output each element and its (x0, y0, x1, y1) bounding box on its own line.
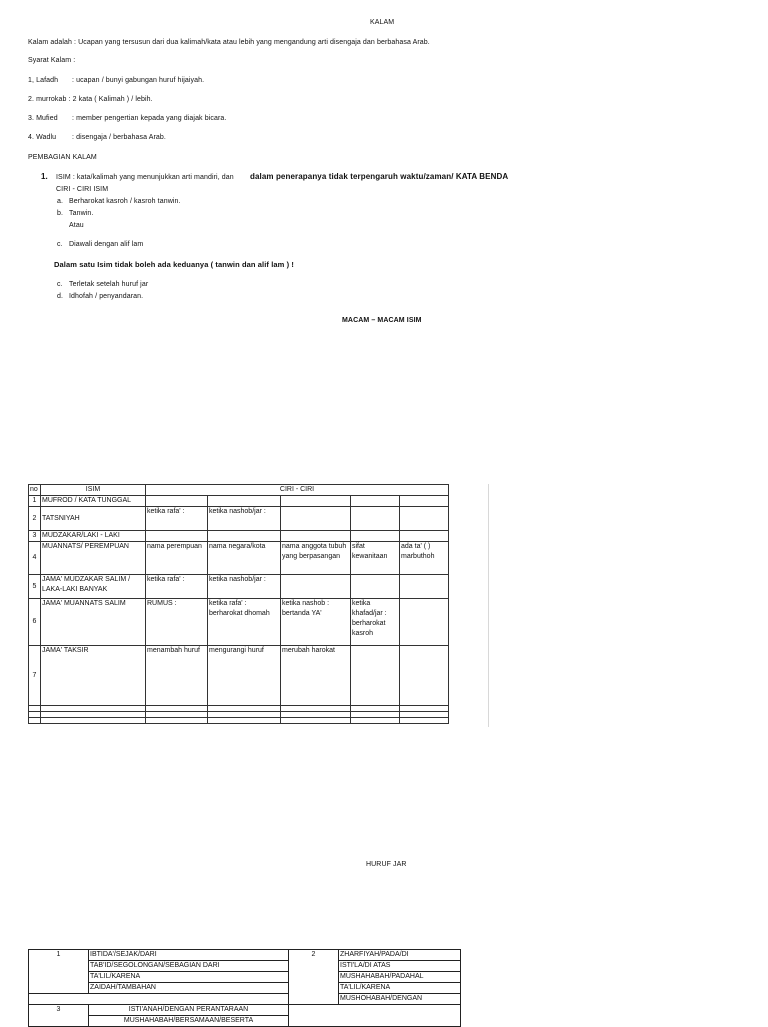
macam-isim-title: MACAM – MACAM ISIM (342, 317, 422, 324)
isim-definition: ISIM : kata/kalimah yang menunjukkan arti mandiri, dan (56, 174, 234, 181)
row-ciri-2: nama negara/kota (208, 542, 281, 575)
row-ciri-5 (400, 531, 449, 542)
row-ciri-5 (400, 507, 449, 531)
row-no: 2 (29, 507, 41, 531)
row-ciri-1 (146, 496, 208, 507)
row-ciri-5: ada ta' ( ) marbuthoh (400, 542, 449, 575)
row-isim: MUDZAKAR/LAKI - LAKI (41, 531, 146, 542)
ciri-b-letter: b. (57, 210, 64, 217)
row-ciri-2: mengurangi huruf (208, 646, 281, 706)
row-ciri-3: nama anggota tubuh yang berpasangan (281, 542, 351, 575)
row-no: 3 (29, 531, 41, 542)
row-ciri-1: ketika rafa' : (146, 575, 208, 599)
ciri-c2-text: Terletak setelah huruf jar (69, 281, 149, 288)
table-row (29, 950, 461, 961)
row-ciri-5 (400, 599, 449, 646)
row-ciri-3 (281, 575, 351, 599)
jar-bottom-item: ISTI'ANAH/DENGAN PERANTARAAN (89, 1005, 289, 1016)
jar-number-3: 3 (29, 1005, 89, 1027)
jar-left-item: IBTIDA'/SEJAK/DARI (89, 950, 289, 961)
row-ciri-3 (281, 507, 351, 531)
row-ciri-4: ketika khafad/jar : berharokat kasroh (351, 599, 400, 646)
row-isim: MUANNATS/ PEREMPUAN (41, 542, 146, 575)
jar-right-item: ZHARFIYAH/PADA/DI (339, 950, 461, 961)
table-row (29, 961, 461, 972)
table-row (29, 646, 449, 706)
jar-left-item: TA'LIL/KARENA (89, 972, 289, 983)
row-ciri-4: sifat kewanitaan (351, 542, 400, 575)
row-no: 1 (29, 496, 41, 507)
row-no: 6 (29, 599, 41, 646)
kalam-definition: Kalam adalah : Ucapan yang tersusun dari dua kalimah/kata atau lebih yang mengandung arti disengaja dan berbahasa Arab. (28, 39, 430, 46)
syarat-item-2-label: 2. murrokab : 2 kata ( Kalimah ) / lebih. (28, 96, 153, 103)
row-no: 5 (29, 575, 41, 599)
pembagian-heading: PEMBAGIAN KALAM (28, 154, 97, 161)
jar-right-item: ISTI'LA/DI ATAS (339, 961, 461, 972)
syarat-item-4-label: 4. Wadlu (28, 134, 57, 141)
row-ciri-3: ketika nashob : bertanda YA' (281, 599, 351, 646)
table-row (29, 542, 449, 575)
jar-left-item: ZAIDAH/TAMBAHAN (89, 983, 289, 994)
jar-right-item: MUSHAHABAH/PADAHAL (339, 972, 461, 983)
row-ciri-2 (208, 496, 281, 507)
ciri-c-text: Diawali dengan alif lam (69, 241, 144, 248)
ciri-c2-letter: c. (57, 281, 63, 288)
ciri-b-text: Tanwin. (69, 210, 94, 217)
row-no: 4 (29, 542, 41, 575)
syarat-heading: Syarat Kalam : (28, 57, 76, 64)
row-ciri-3 (281, 531, 351, 542)
jar-bottom-item: MUSHAHABAH/BERSAMAAN/BESERTA (89, 1016, 289, 1027)
row-ciri-4 (351, 575, 400, 599)
grid-extension (448, 484, 489, 727)
ciri-d-text: Idhofah / penyandaran. (69, 293, 144, 300)
isim-number: 1. (41, 172, 48, 181)
ciri-d-letter: d. (57, 293, 64, 300)
ciri-a-letter: a. (57, 198, 64, 205)
row-ciri-2: ketika nashob/jar : (208, 507, 281, 531)
ciri-c-letter: c. (57, 241, 63, 248)
row-ciri-2: ketika nashob/jar : (208, 575, 281, 599)
isim-definition-bold: dalam penerapanya tidak terpengaruh waktu/zaman/ KATA BENDA (250, 172, 509, 181)
header-isim: ISIM (41, 485, 146, 496)
syarat-item-1-label: 1, Lafadh (28, 77, 59, 84)
row-ciri-4 (351, 507, 400, 531)
table-row (29, 599, 449, 646)
jar-left-item: TAB'ID/SEGOLONGAN/SEBAGIAN DARI (89, 961, 289, 972)
row-ciri-1: RUMUS : (146, 599, 208, 646)
syarat-item-3-text: : member pengertian kepada yang diajak bicara. (72, 115, 227, 122)
row-ciri-5 (400, 496, 449, 507)
huruf-jar-table (28, 949, 461, 1027)
table-header-row (29, 485, 449, 496)
ciri-atau-text: Atau (69, 222, 84, 229)
table-row (29, 983, 461, 994)
table-row-empty (29, 718, 449, 724)
row-isim: JAMA' MUANNATS SALIM (41, 599, 146, 646)
syarat-item-3-label: 3. Mufied (28, 115, 58, 122)
isim-note: Dalam satu Isim tidak boleh ada keduanya ( tanwin dan alif lam ) ! (54, 260, 294, 269)
row-isim: JAMA' TAKSIR (41, 646, 146, 706)
row-isim: JAMA' MUDZAKAR SALIM / LAKA-LAKI BANYAK (41, 575, 146, 599)
header-ciri: CIRI - CIRI (146, 485, 449, 496)
syarat-item-1-text: : ucapan / bunyi gabungan huruf hijaiyah. (72, 77, 205, 84)
page-title: KALAM (370, 19, 395, 26)
row-ciri-1 (146, 531, 208, 542)
row-ciri-2 (208, 531, 281, 542)
ciri-heading: CIRI - CIRI ISIM (56, 186, 109, 193)
row-ciri-3: merubah harokat (281, 646, 351, 706)
jar-number-2: 2 (289, 950, 339, 1005)
row-ciri-5 (400, 575, 449, 599)
table-row (29, 507, 449, 531)
row-ciri-1: menambah huruf (146, 646, 208, 706)
jar-spacer (29, 994, 289, 1005)
table-row (29, 994, 461, 1005)
row-ciri-4 (351, 496, 400, 507)
row-isim: MUFROD / KATA TUNGGAL (41, 496, 146, 507)
row-ciri-3 (281, 496, 351, 507)
ciri-a-text: Berharokat kasroh / kasroh tanwin. (69, 198, 181, 205)
row-isim: TATSNIYAH (41, 507, 146, 531)
row-ciri-4 (351, 646, 400, 706)
table-row (29, 496, 449, 507)
row-no: 7 (29, 646, 41, 706)
header-no: no (29, 485, 41, 496)
table-row (29, 1005, 461, 1016)
table-row (29, 575, 449, 599)
row-ciri-5 (400, 646, 449, 706)
jar-number-1: 1 (29, 950, 89, 994)
row-ciri-1: ketika rafa' : (146, 507, 208, 531)
table-row (29, 531, 449, 542)
jar-right-item: TA'LIL/KARENA (339, 983, 461, 994)
huruf-jar-title: HURUF JAR (366, 861, 407, 868)
jar-right-item: MUSHOHABAH/DENGAN (339, 994, 461, 1005)
table-row (29, 972, 461, 983)
isim-table (28, 484, 449, 724)
row-ciri-1: nama perempuan (146, 542, 208, 575)
row-ciri-2: ketika rafa' : berharokat dhomah (208, 599, 281, 646)
syarat-item-4-text: : disengaja / berbahasa Arab. (72, 134, 166, 141)
jar-empty-cell (289, 1005, 461, 1027)
row-ciri-4 (351, 531, 400, 542)
